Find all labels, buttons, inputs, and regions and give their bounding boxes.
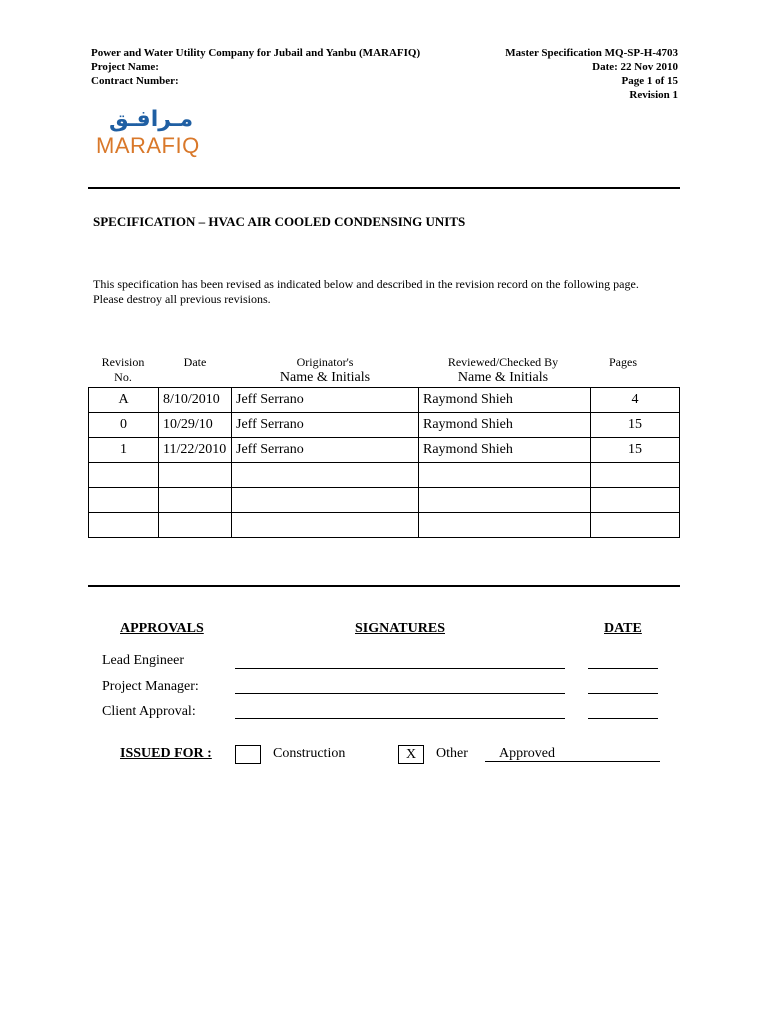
project-manager-label: Project Manager: [102,679,199,694]
cell-originator [232,513,419,538]
cell-rev: A [89,388,159,413]
company-name: Power and Water Utility Company for Jubail and Yanbu (MARAFIQ) [91,47,421,59]
project-name-label: Project Name: [91,61,159,73]
lead-engineer-signature-line[interactable] [235,668,565,669]
client-approval-label: Client Approval: [102,704,196,719]
cell-originator: Jeff Serrano [232,388,419,413]
date-header: DATE [604,621,642,636]
cell-originator [232,463,419,488]
other-value: Approved [499,746,555,761]
project-manager-signature-line[interactable] [235,693,565,694]
cell-date [159,463,232,488]
other-checkbox[interactable]: X [398,745,424,764]
intro-paragraph: This specification has been revised as indicated below and described in the revision record on the following page. Please destroy all previous revisions. [93,277,639,306]
col-head-originator: Originator's Name & Initials [279,355,371,385]
table-row [89,513,680,538]
cell-rev: 0 [89,413,159,438]
col-head-reviewer: Reviewed/Checked By Name & Initials [447,355,559,385]
logo-arabic-text: مـرافـق [108,107,194,132]
page-number: Page 1 of 15 [621,75,678,87]
contract-number-label: Contract Number: [91,75,179,87]
cell-rev: 1 [89,438,159,463]
cell-pages [591,513,680,538]
project-manager-date-line[interactable] [588,693,658,694]
cell-reviewer [419,513,591,538]
cell-rev [89,513,159,538]
approvals-header: APPROVALS [120,621,204,636]
lead-engineer-date-line[interactable] [588,668,658,669]
cell-originator: Jeff Serrano [232,413,419,438]
cell-reviewer [419,488,591,513]
cell-rev [89,463,159,488]
cell-rev [89,488,159,513]
cell-date: 11/22/2010 [159,438,232,463]
table-row [89,463,680,488]
cell-pages: 15 [591,413,680,438]
cell-pages [591,463,680,488]
marafiq-logo [96,107,216,163]
signatures-header: SIGNATURES [355,621,445,636]
document-title: SPECIFICATION – HVAC AIR COOLED CONDENSING UNITS [93,214,466,229]
revision-table [88,387,680,538]
cell-date: 8/10/2010 [159,388,232,413]
other-label: Other [436,746,468,761]
table-row [89,413,680,438]
cell-originator: Jeff Serrano [232,438,419,463]
col-head-revision: Revision No. [101,355,145,384]
revision-number: Revision 1 [629,89,678,101]
table-row [89,488,680,513]
cell-date [159,488,232,513]
header-divider [88,187,680,189]
cell-reviewer: Raymond Shieh [419,413,591,438]
cell-pages: 4 [591,388,680,413]
cell-reviewer: Raymond Shieh [419,388,591,413]
cell-date: 10/29/10 [159,413,232,438]
cell-date [159,513,232,538]
document-date: Date: 22 Nov 2010 [592,61,678,73]
lead-engineer-label: Lead Engineer [102,653,185,668]
issued-for-label: ISSUED FOR : [120,746,212,761]
col-head-pages: Pages [609,355,637,369]
construction-label: Construction [273,746,346,761]
client-approval-signature-line[interactable] [235,718,565,719]
table-row [89,438,680,463]
cell-pages [591,488,680,513]
col-head-date: Date [183,355,207,369]
client-approval-date-line[interactable] [588,718,658,719]
approvals-divider [88,585,680,587]
document-header-left [91,46,420,88]
document-header-right [505,46,678,102]
construction-checkbox[interactable] [235,745,261,764]
cell-pages: 15 [591,438,680,463]
cell-reviewer: Raymond Shieh [419,438,591,463]
cell-originator [232,488,419,513]
spec-number: Master Specification MQ-SP-H-4703 [505,47,678,59]
cell-reviewer [419,463,591,488]
table-row [89,388,680,413]
logo-latin-text: MARAFIQ [96,133,200,158]
